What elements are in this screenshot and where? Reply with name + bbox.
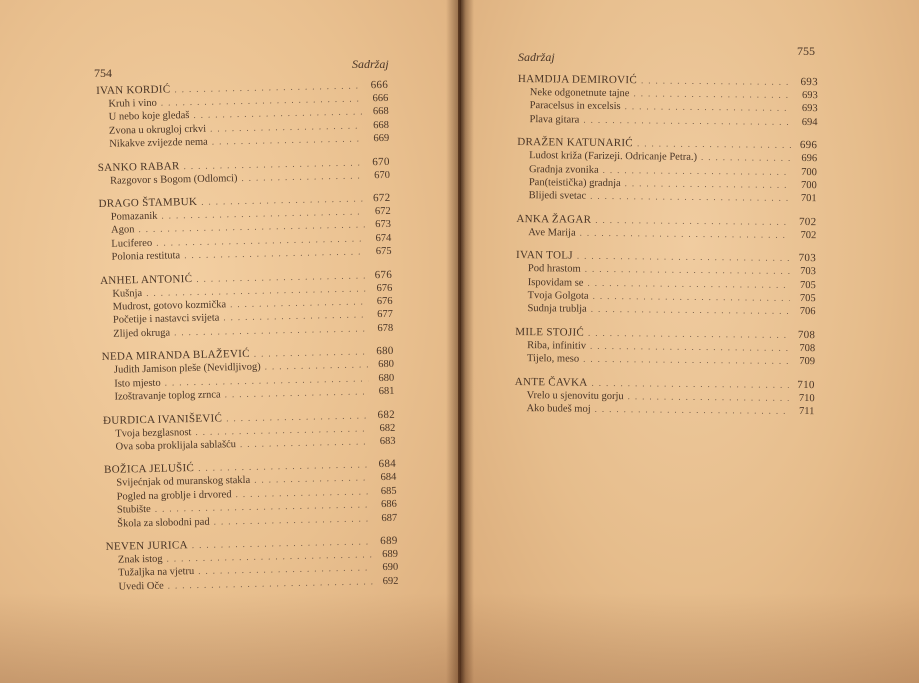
toc-author-title: ANTE ČAVKA: [514, 375, 588, 389]
toc-entry-page: 681: [378, 385, 395, 398]
toc-entry-page: 710: [798, 392, 815, 404]
toc-entry-title: Kušnja: [112, 287, 143, 300]
toc-author-title: IVAN KORDIĆ: [96, 83, 171, 97]
toc-entry-page: 692: [382, 575, 399, 587]
toc-entry-page: 702: [800, 229, 817, 241]
toc-section: [516, 212, 816, 243]
toc-section: [104, 457, 397, 531]
toc-author-page: 702: [798, 215, 817, 228]
toc-entry-page: 680: [378, 359, 395, 371]
toc-author-title: SANKO RABAR: [97, 159, 180, 174]
dot-leader: [212, 133, 364, 149]
dot-leader: [591, 375, 788, 391]
toc-section: [517, 72, 818, 129]
dot-leader: [701, 151, 791, 164]
dot-leader: [587, 276, 789, 291]
toc-author-page: 689: [380, 534, 398, 548]
dot-leader: [583, 353, 789, 368]
toc-author-page: 666: [370, 78, 389, 92]
toc-right: [514, 72, 818, 428]
toc-entry-page: 703: [800, 266, 816, 278]
dot-leader: [580, 226, 791, 241]
toc-author-page: 680: [376, 345, 394, 358]
toc-entry-page: 705: [799, 293, 816, 305]
right-book-page: [461, 0, 919, 683]
toc-entry-title: Riba, infinitiv: [527, 339, 587, 352]
toc-entry-title: Stubište: [116, 504, 151, 516]
toc-entry-page: 693: [801, 89, 818, 102]
dot-leader: [625, 177, 791, 191]
toc-author-title: DRAGO ŠTAMBUK: [98, 195, 198, 211]
toc-entry-page: 668: [372, 106, 389, 118]
toc-entry-page: 709: [799, 356, 816, 368]
dot-leader: [174, 322, 367, 338]
toc-entry-title: Ludost križa (Farizeji. Odricanje Petra.): [529, 150, 698, 164]
dot-leader: [184, 246, 366, 262]
dot-leader: [603, 164, 791, 178]
toc-author-title: NEVEN JURICA: [105, 539, 188, 553]
toc-entry-page: 677: [377, 309, 394, 321]
toc-section: [100, 267, 393, 341]
toc-author-page: 710: [797, 378, 815, 391]
toc-entry-page: 685: [380, 485, 397, 497]
dot-leader: [633, 87, 791, 101]
toc-entry-title: Svijećnjak od muranskog stakla: [116, 475, 251, 489]
toc-section: [98, 154, 391, 188]
toc-author-page: 708: [797, 328, 816, 342]
toc-entry-title: Tijelo, meso: [526, 353, 580, 365]
toc-section: [102, 344, 395, 404]
toc-entry-page: 668: [373, 119, 390, 132]
toc-entry-title: Pogled na groblje i drvored: [116, 488, 232, 503]
toc-entry-page: 701: [800, 193, 817, 205]
toc-section: [103, 407, 396, 454]
toc-entry-page: 670: [374, 169, 391, 181]
toc-author-page: 696: [799, 139, 818, 152]
toc-author-title: ĐURDICA IVANIŠEVIĆ: [102, 411, 223, 427]
toc-entry-title: Kruh i vino: [108, 97, 157, 110]
toc-entry-page: 666: [372, 92, 389, 105]
toc-entry-title: Gradnja zvonika: [528, 163, 599, 176]
toc-entry-page: 669: [373, 133, 390, 145]
toc-entry-page: 693: [801, 103, 818, 115]
toc-section: [517, 135, 818, 206]
toc-author-title: ANKA ŽAGAR: [516, 212, 592, 226]
toc-entry-page: 676: [376, 295, 393, 308]
toc-entry-title: U nebo koje gledaš: [108, 110, 190, 124]
dot-leader: [214, 512, 372, 528]
dot-leader: [625, 101, 792, 115]
page-number-left: 754: [94, 66, 112, 80]
toc-entry-page: 673: [375, 219, 392, 231]
toc-entry-page: 683: [379, 435, 396, 448]
toc-entry-page: 680: [378, 372, 395, 384]
toc-entry-page: 687: [381, 512, 398, 524]
toc-entry-title: Ako budeš moj: [526, 403, 591, 415]
toc-entry-title: Neke odgonetnute tajne: [529, 87, 630, 100]
toc-entry-title: Pomazanik: [110, 210, 158, 223]
toc-entry-page: 672: [374, 205, 391, 218]
toc-entry-page: 676: [376, 282, 393, 294]
toc-entry-page: 675: [375, 246, 392, 258]
toc-entry-title: Ispovidam se: [527, 276, 584, 289]
toc-entry-title: Pan(teistička) gradnja: [528, 177, 621, 190]
dot-leader: [590, 340, 789, 354]
toc-entry-title: Zlijed okruga: [113, 327, 171, 340]
toc-entry: [517, 189, 817, 206]
dot-leader: [254, 472, 370, 487]
toc-author-title: DRAŽEN KATUNARIĆ: [517, 136, 634, 150]
toc-entry-title: Plava gitara: [529, 113, 580, 126]
toc-entry-page: 686: [381, 498, 397, 511]
toc-entry-title: Tvoja Golgota: [527, 290, 589, 302]
toc-entry-page: 694: [801, 116, 818, 128]
dot-leader: [593, 290, 790, 304]
toc-author-page: 676: [374, 268, 393, 281]
dot-leader: [241, 169, 364, 184]
running-head-left: Sadržaj: [352, 57, 389, 71]
toc-entry-page: 700: [801, 166, 818, 178]
toc-entry-page: 678: [377, 322, 394, 335]
toc-entry: [514, 402, 814, 419]
toc-entry-title: Tvoja bezglasnost: [115, 426, 192, 440]
toc-entry-page: 684: [380, 472, 397, 484]
toc-entry-title: Nikakve zvijezde nema: [109, 136, 208, 150]
toc-entry-title: Početije i nastavci svijeta: [112, 312, 220, 327]
toc-entry-title: Znak istog: [117, 553, 163, 566]
toc-entry-title: Uvedi Oče: [118, 580, 164, 593]
toc-entry: [516, 226, 816, 243]
toc-author-title: MILE STOJIĆ: [515, 325, 585, 339]
toc-entry-title: Isto mjesto: [114, 377, 161, 390]
toc-entry: [517, 113, 817, 130]
toc-entry-page: 682: [379, 422, 396, 434]
page-number-right: 755: [797, 44, 815, 58]
dot-leader: [591, 303, 790, 317]
dot-leader: [265, 359, 369, 374]
toc-entry-title: Vrelo u sjenovitu gorju: [526, 389, 624, 402]
toc-author-title: HAMDIJA DEMIROVIĆ: [517, 72, 638, 87]
toc-entry-title: Pod hrastom: [527, 263, 581, 275]
toc-entry-title: Škola za slobodni pad: [117, 516, 210, 530]
toc-author-title: IVAN TOLJ: [516, 249, 573, 262]
toc-entry-page: 711: [799, 406, 815, 418]
toc-entry-page: 705: [799, 279, 816, 291]
toc-section: [98, 191, 391, 265]
toc-section: [106, 534, 399, 594]
toc-section: [514, 375, 814, 419]
dot-leader: [590, 190, 791, 205]
toc-entry-page: 690: [382, 562, 399, 574]
toc-entry-title: Lucifereo: [111, 237, 153, 250]
toc-section: [515, 325, 815, 369]
toc-entry-title: Zvona u okrugloj crkvi: [108, 123, 207, 137]
toc-entry-title: Paracelsus in excelsis: [529, 100, 621, 113]
dot-leader: [585, 263, 790, 278]
toc-left: [96, 78, 399, 603]
toc-entry-title: Agon: [110, 224, 135, 237]
toc-entry-title: Mudrost, gotovo kozmička: [112, 299, 227, 313]
toc-entry-title: Ave Marija: [528, 226, 576, 239]
running-head-right: Sadržaj: [518, 50, 555, 64]
toc-entry-page: 696: [801, 153, 818, 165]
toc-author-title: BOŽICA JELUŠIĆ: [103, 462, 195, 477]
toc-entry-title: Ova soba proklijala sablašću: [115, 439, 237, 453]
dot-leader: [595, 403, 789, 417]
toc-author-page: 672: [372, 191, 391, 205]
toc-entry-page: 674: [375, 232, 392, 245]
toc-entry-title: Tužaljka na vjetru: [118, 566, 195, 579]
toc-entry-title: Razgovor s Bogom (Odlomci): [109, 172, 238, 187]
toc-entry-page: 708: [799, 342, 816, 355]
toc-author-page: 684: [378, 458, 397, 471]
toc-entry: [515, 302, 815, 319]
toc-author-title: ANHEL ANTONIĆ: [99, 272, 193, 287]
toc-entry-page: 706: [799, 306, 816, 318]
toc-author-title: NEDA MIRANDA BLAŽEVIĆ: [101, 348, 250, 364]
toc-entry-title: Izoštravanje toplog zrnca: [114, 389, 221, 403]
toc-author-page: 703: [798, 252, 817, 265]
dot-leader: [225, 385, 369, 400]
dot-leader: [637, 136, 791, 152]
toc-entry: [515, 352, 815, 369]
toc-entry-title: Sudnja trublja: [527, 303, 587, 316]
toc-author-page: 682: [377, 408, 396, 421]
toc-author-page: 670: [372, 155, 390, 168]
toc-entry-page: 689: [382, 548, 399, 561]
toc-entry-title: Judith Jamison pleše (Nevidljivog): [113, 361, 261, 376]
dot-leader: [628, 390, 789, 404]
toc-entry-page: 700: [801, 180, 817, 192]
toc-section: [96, 78, 389, 152]
dot-leader: [583, 113, 791, 128]
toc-entry-title: Blijedi svetac: [528, 190, 587, 203]
dot-leader: [240, 435, 370, 450]
toc-author-page: 693: [800, 75, 818, 89]
toc-entry-title: Polonia restituta: [111, 250, 181, 263]
left-book-page: [0, 0, 458, 683]
toc-section: [515, 248, 816, 319]
